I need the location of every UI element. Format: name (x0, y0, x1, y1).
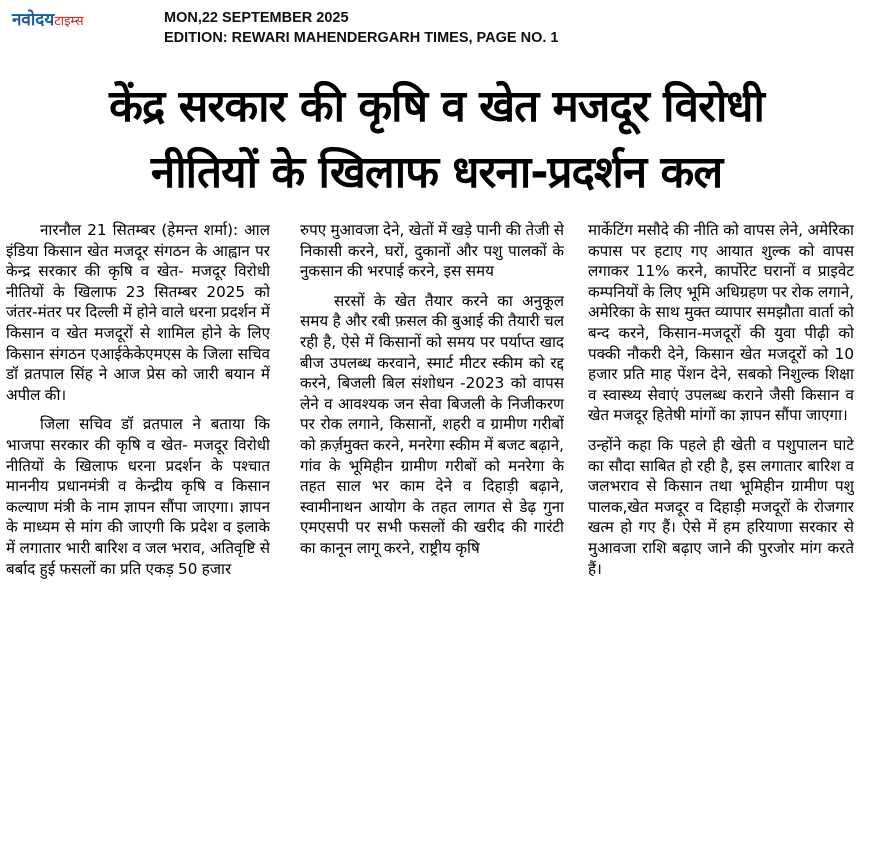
masthead (0, 0, 873, 56)
article-headline (0, 74, 873, 206)
edition-line: EDITION: REWARI MAHENDERGARH TIMES, PAGE NO. 1 (164, 30, 559, 46)
date-line: MON,22 SEPTEMBER 2025 (164, 10, 349, 26)
column-1-paragraph-2: जिला सचिव डॉ व्रतपाल ने बताया कि भाजपा सरकार की कृषि व खेत- मजदूर विरोधी नीतियों के खिलाफ धरना प्रदर्शन के पश्चात माननीय प्रधानमंत्री व केन्द्रीय कृषि व किसान कल्याण मंत्री के नाम ज्ञापन सौंपा जाएगा। ज्ञापन के माध्यम से मांग की जाएगी कि प्रदेश व इलाके में लगातार भारी बारिश व जल भराव, अतिवृष्टि से बर्बाद हुई फसलों का प्रति एकड़ 50 हजार (6, 415, 270, 578)
headline-line-1: केंद्र सरकार की कृषि व खेत मजदूर विरोधी (109, 81, 764, 132)
article-column-2 (300, 220, 564, 860)
article-column-1 (6, 220, 270, 860)
column-3-paragraph-1: मार्केटिंग मसौदे की नीति को वापस लेने, अमेरिका कपास पर हटाए गए आयात शुल्क को वापस लगाकर 11% करने, कार्पोरेट घरानों व प्राइवेट कम्पनियों के लिए भूमि अधिग्रहण पर रोक लगाने, अमेरिका के साथ मुक्त व्यापार समझौता वार्ता को बन्द करने, किसान-मजदूरों की युवा पीढ़ी को पक्की नौकरी देने, किसान खेत मजदूरों को 10 हजार प्रति माह पेंशन देने, सबको निशुल्क शिक्षा व स्वास्थ्य सेवाएं उपलब्ध कराने जैसी किसान व खेत मजदूर हितेषी मांगों का ज्ञापन सौंपा जाएगा। (588, 221, 854, 425)
column-2-paragraph-1: रुपए मुआवजा देने, खेतों में खड़े पानी की तेजी से निकासी करने, घरों, दुकानों और पशु पालकों के नुकसान की भरपाई करने, इस समय (300, 221, 564, 281)
headline-line-2: नीतियों के खिलाफ धरना-प्रदर्शन कल (150, 147, 723, 198)
column-3-paragraph-2: उन्होंने कहा कि पहले ही खेती व पशुपालन घाटे का सौदा साबित हो रही है, इस लगातार बारिश व जलभराव से किसान तथा भूमिहीन ग्रामीण पशु पालक,खेत मजदूर व दिहाड़ी मजदूरों के रोजगार खत्म हो गए हैं। ऐसे में हम हरियाणा सरकार से मुआवजा राशि बढ़ाए जाने की पुरजोर मांग करते हैं। (588, 435, 854, 578)
newspaper-logo (12, 6, 138, 34)
article-column-3 (588, 220, 854, 860)
logo-sub: टाइम्स (54, 14, 84, 29)
column-2-paragraph-2: सरसों के खेत तैयार करने का अनुकूल समय है और रबी फ़सल की बुआई की तैयारी चल रही है, ऐसे में किसानों को समय पर पर्याप्त खाद बीज उपलब्ध करवाने, स्मार्ट मीटर स्कीम को रद्द करने, बिजली बिल संशोधन -2023 को वापस लेने व आवश्यक जन सेवा बिजली के निजीकरण पर रोक लगाने, किसानों, शहरी व ग्रामीण गरीबों को क़र्ज़मुक्त करने, मनरेगा स्कीम में बजट बढ़ाने, गांव के भूमिहीन ग्रामीण गरीबों को मनरेगा के तहत साल भर काम देने व दिहाड़ी बढ़ाने, स्वामीनाथन आयोग के तहत लागत से डेढ़ गुना एमएसपी पर सभी फसलों की खरीद की गारंटी का कानून लागू करने, राष्ट्रीय कृषि (300, 291, 564, 557)
logo-main: नवोदय (12, 10, 55, 30)
column-1-paragraph-1: नारनौल 21 सितम्बर (हेमन्त शर्मा): आल इंडिया किसान खेत मजदूर संगठन के आह्वान पर केन्द्र सरकार की कृषि व खेत- मजदूर विरोधी नीतियों के खिलाफ 23 सितम्बर 2025 को जंतर-मंतर पर दिल्ली में होने वाले धरना प्रदर्शन में किसान व खेत मजदूरों से शामिल होने के लिए किसान संगठन एआईकेकेएमएस के जिला सचिव डॉ व्रतपाल सिंह ने आज प्रेस को जारी बयान में अपील की। (6, 221, 270, 404)
edition-meta (164, 8, 558, 48)
